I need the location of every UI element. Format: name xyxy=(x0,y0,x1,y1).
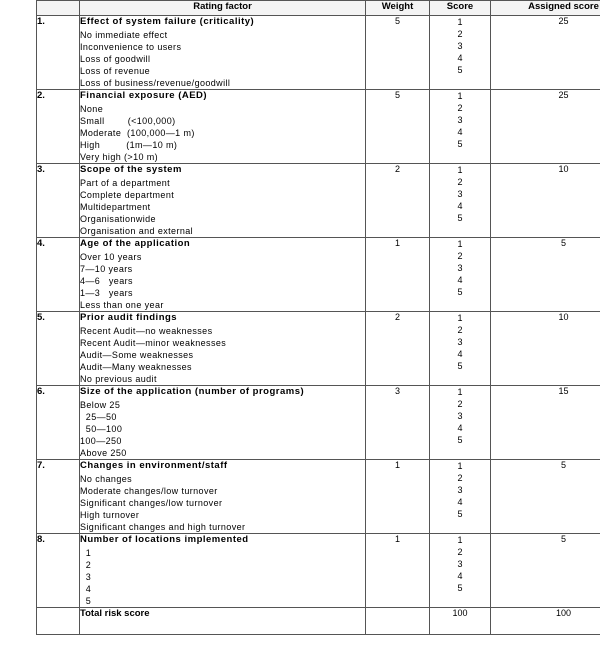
factor-cell xyxy=(80,90,366,164)
header-weight: Weight xyxy=(366,1,430,16)
factor-option: High (1m—10 m) xyxy=(80,140,178,150)
total-score: 100 xyxy=(430,608,491,635)
factor-cell xyxy=(80,16,366,90)
score-value: 4 xyxy=(457,423,463,433)
factor-option: Loss of goodwill xyxy=(80,54,151,64)
assigned-score-value: 5 xyxy=(491,460,600,534)
score-value: 2 xyxy=(457,399,463,409)
score-value: 4 xyxy=(457,275,463,285)
factor-option: Less than one year xyxy=(80,300,164,310)
score-value: 1 xyxy=(457,461,463,471)
score-value: 5 xyxy=(457,65,463,75)
factor-option: 2 xyxy=(80,560,92,570)
factor-option: Organisation and external xyxy=(80,226,194,236)
factor-number: 3. xyxy=(37,164,80,238)
table-row xyxy=(37,460,600,534)
factor-option: 100—250 xyxy=(80,436,122,446)
factor-option: Loss of revenue xyxy=(80,66,151,76)
factor-title: Changes in environment/staff xyxy=(80,460,228,471)
score-value: 3 xyxy=(457,337,463,347)
factor-option: Audit—Some weaknesses xyxy=(80,350,194,360)
factor-title: Number of locations implemented xyxy=(80,534,249,545)
score-cell xyxy=(430,460,491,534)
factor-option: Recent Audit—minor weaknesses xyxy=(80,338,227,348)
factor-option: Multidepartment xyxy=(80,202,151,212)
score-value: 4 xyxy=(457,127,463,137)
score-value: 3 xyxy=(457,559,463,569)
table-row xyxy=(37,534,600,608)
table-row xyxy=(37,386,600,460)
factor-title: Size of the application (number of programs) xyxy=(80,386,305,397)
score-value: 5 xyxy=(457,213,463,223)
score-value: 2 xyxy=(457,547,463,557)
score-value: 4 xyxy=(457,497,463,507)
score-value: 5 xyxy=(457,509,463,519)
score-cell xyxy=(430,534,491,608)
score-cell xyxy=(430,90,491,164)
factor-cell xyxy=(80,386,366,460)
score-value: 5 xyxy=(457,139,463,149)
factor-cell xyxy=(80,238,366,312)
factor-title: Age of the application xyxy=(80,238,191,249)
assigned-score-value: 15 xyxy=(491,386,600,460)
total-row xyxy=(37,608,600,635)
factor-option: 3 xyxy=(80,572,92,582)
factor-cell xyxy=(80,164,366,238)
score-value: 2 xyxy=(457,251,463,261)
score-value: 3 xyxy=(457,189,463,199)
factor-option: 5 xyxy=(80,596,92,606)
score-value: 2 xyxy=(457,325,463,335)
score-cell xyxy=(430,164,491,238)
score-value: 2 xyxy=(457,29,463,39)
factor-option: 4 xyxy=(80,584,92,594)
factor-option: Below 25 xyxy=(80,400,121,410)
score-value: 1 xyxy=(457,17,463,27)
assigned-score-value: 25 xyxy=(491,16,600,90)
factor-option: Loss of business/revenue/goodwill xyxy=(80,78,231,88)
table-row xyxy=(37,16,600,90)
factor-option: Audit—Many weaknesses xyxy=(80,362,192,372)
factor-option: Significant changes/low turnover xyxy=(80,498,223,508)
factor-option: Over 10 years xyxy=(80,252,142,262)
assigned-score-value: 10 xyxy=(491,164,600,238)
factor-option: Recent Audit—no weaknesses xyxy=(80,326,213,336)
weight-value: 1 xyxy=(366,460,430,534)
header-number xyxy=(37,1,80,16)
factor-option: Complete department xyxy=(80,190,175,200)
factor-option: Moderate changes/low turnover xyxy=(80,486,218,496)
score-value: 4 xyxy=(457,53,463,63)
assigned-score-value: 10 xyxy=(491,312,600,386)
score-value: 3 xyxy=(457,485,463,495)
factor-option: 4—6 years xyxy=(80,276,133,286)
score-value: 4 xyxy=(457,349,463,359)
score-value: 3 xyxy=(457,411,463,421)
factor-number: 8. xyxy=(37,534,80,608)
factor-cell xyxy=(80,460,366,534)
weight-value: 2 xyxy=(366,164,430,238)
header-score: Score xyxy=(430,1,491,16)
factor-option: 7—10 years xyxy=(80,264,133,274)
factor-option: None xyxy=(80,104,104,114)
score-value: 1 xyxy=(457,535,463,545)
factor-option: No immediate effect xyxy=(80,30,168,40)
factor-title: Scope of the system xyxy=(80,164,182,175)
score-cell xyxy=(430,386,491,460)
weight-value: 2 xyxy=(366,312,430,386)
factor-option: No changes xyxy=(80,474,133,484)
score-value: 2 xyxy=(457,473,463,483)
score-value: 2 xyxy=(457,177,463,187)
total-label: Total risk score xyxy=(80,608,366,635)
factor-option: Small (<100,000) xyxy=(80,116,176,126)
factor-option: 25—50 xyxy=(80,412,117,422)
factor-option: Above 250 xyxy=(80,448,127,458)
factor-option: Significant changes and high turnover xyxy=(80,522,246,532)
weight-value: 3 xyxy=(366,386,430,460)
table-body xyxy=(37,16,600,608)
factor-option: 50—100 xyxy=(80,424,123,434)
score-value: 5 xyxy=(457,583,463,593)
factor-option: No previous audit xyxy=(80,374,157,384)
factor-option: Very high (>10 m) xyxy=(80,152,159,162)
factor-cell xyxy=(80,312,366,386)
factor-option: High turnover xyxy=(80,510,140,520)
assigned-score-value: 5 xyxy=(491,534,600,608)
risk-rating-table xyxy=(36,0,600,635)
factor-number: 7. xyxy=(37,460,80,534)
score-value: 5 xyxy=(457,361,463,371)
total-assigned-score: 100 xyxy=(491,608,600,635)
factor-option: Moderate (100,000—1 m) xyxy=(80,128,195,138)
score-value: 1 xyxy=(457,239,463,249)
weight-value: 5 xyxy=(366,16,430,90)
factor-number: 4. xyxy=(37,238,80,312)
factor-cell xyxy=(80,534,366,608)
weight-value: 5 xyxy=(366,90,430,164)
table-row xyxy=(37,312,600,386)
assigned-score-value: 25 xyxy=(491,90,600,164)
score-value: 5 xyxy=(457,287,463,297)
factor-number: 1. xyxy=(37,16,80,90)
table-row xyxy=(37,238,600,312)
factor-title: Effect of system failure (criticality) xyxy=(80,16,255,27)
score-value: 1 xyxy=(457,165,463,175)
score-value: 1 xyxy=(457,91,463,101)
score-value: 3 xyxy=(457,263,463,273)
score-value: 3 xyxy=(457,41,463,51)
score-value: 5 xyxy=(457,435,463,445)
factor-option: 1 xyxy=(80,548,92,558)
score-value: 4 xyxy=(457,201,463,211)
factor-option: Part of a department xyxy=(80,178,171,188)
score-cell xyxy=(430,238,491,312)
total-weight-cell xyxy=(366,608,430,635)
table-row xyxy=(37,164,600,238)
score-value: 3 xyxy=(457,115,463,125)
factor-option: 1—3 years xyxy=(80,288,133,298)
factor-number: 6. xyxy=(37,386,80,460)
factor-title: Prior audit findings xyxy=(80,312,178,323)
factor-number: 5. xyxy=(37,312,80,386)
factor-title: Financial exposure (AED) xyxy=(80,90,208,101)
table-row xyxy=(37,90,600,164)
header-row xyxy=(37,1,600,16)
assigned-score-value: 5 xyxy=(491,238,600,312)
factor-option: Inconvenience to users xyxy=(80,42,182,52)
factor-number: 2. xyxy=(37,90,80,164)
score-value: 1 xyxy=(457,313,463,323)
weight-value: 1 xyxy=(366,534,430,608)
score-value: 2 xyxy=(457,103,463,113)
header-assigned-score: Assigned score xyxy=(491,1,600,16)
score-value: 1 xyxy=(457,387,463,397)
score-cell xyxy=(430,312,491,386)
score-value: 4 xyxy=(457,571,463,581)
weight-value: 1 xyxy=(366,238,430,312)
score-cell xyxy=(430,16,491,90)
total-number-cell xyxy=(37,608,80,635)
header-rating-factor: Rating factor xyxy=(80,1,366,16)
factor-option: Organisationwide xyxy=(80,214,156,224)
